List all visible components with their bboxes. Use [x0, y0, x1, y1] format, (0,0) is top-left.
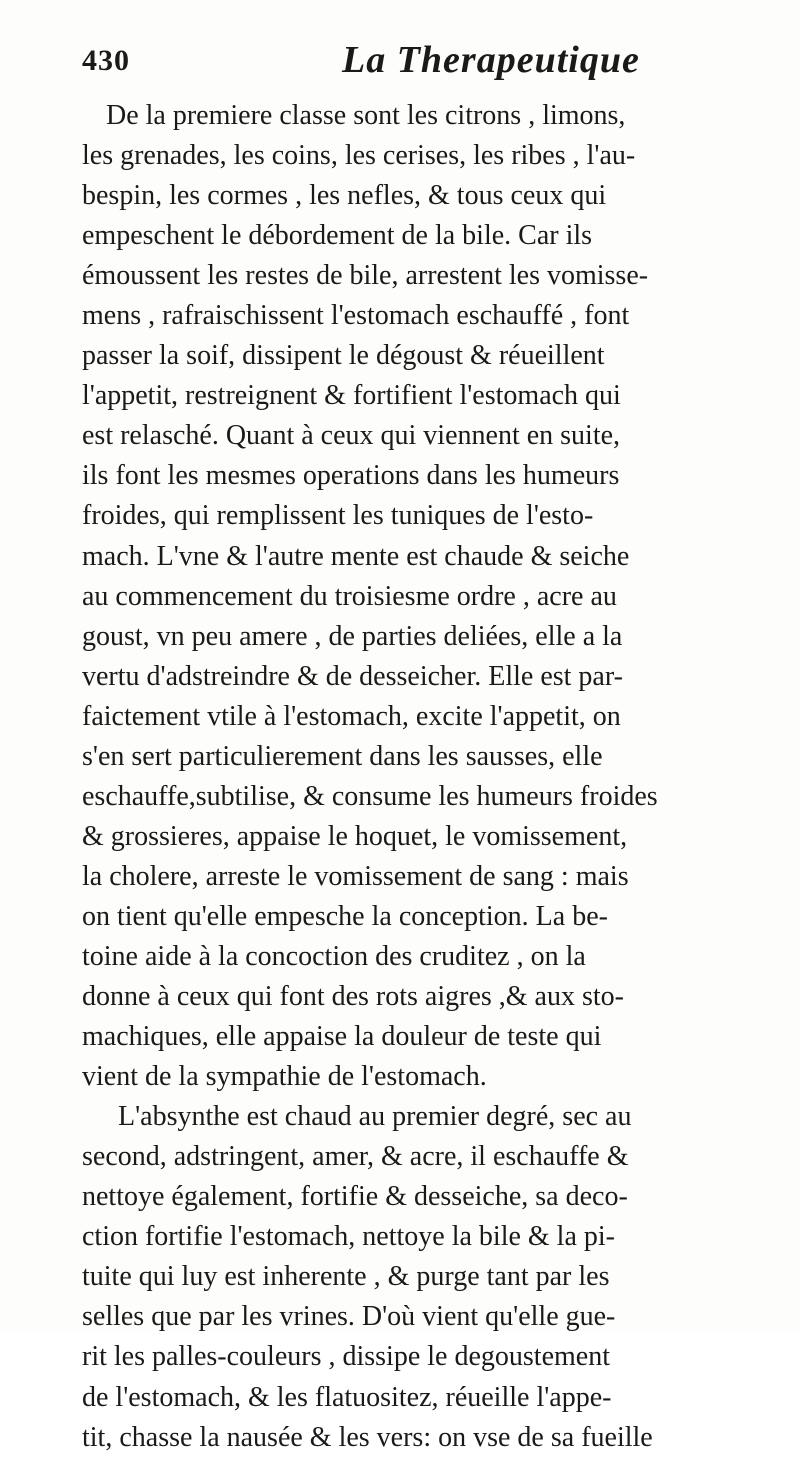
text-line: empeschent le débordement de la bile. Car ils: [82, 220, 593, 252]
text-line: s'en sert particulierement dans les sausses, elle: [82, 740, 603, 772]
text-line: l'appetit, restreignent & fortifient l'estomach qui: [82, 380, 621, 412]
text-line: froides, qui remplissent les tuniques de l'esto-: [82, 500, 594, 532]
text-line: machiques, elle appaise la douleur de teste qui: [82, 1021, 602, 1053]
text-line: tuite qui luy est inherente , & purge tant par les: [82, 1261, 610, 1293]
text-line: passer la soif, dissipent le dégoust & réueillent: [82, 340, 605, 372]
text-line: goust, vn peu amere , de parties deliées, elle a la: [82, 620, 623, 652]
text-line: tit, chasse la nausée & les vers: on vse de sa fueille: [82, 1421, 653, 1453]
text-line: vient de la sympathie de l'estomach.: [82, 1061, 487, 1093]
text-line: ils font les mesmes operations dans les humeurs: [82, 460, 620, 492]
body-text: [82, 96, 772, 1458]
text-line: mach. L'vne & l'autre mente est chaude & seiche: [82, 540, 630, 572]
text-line: est relasché. Quant à ceux qui viennent en suite,: [82, 420, 621, 452]
page-header: [82, 38, 772, 98]
text-line: selles que par les vrines. D'où vient qu'elle gue-: [82, 1301, 616, 1333]
text-line: L'absynthe est chaud au premier degré, sec au: [118, 1101, 632, 1133]
text-line: donne à ceux qui font des rots aigres ,& aux sto-: [82, 981, 624, 1013]
text-line: De la premiere classe sont les citrons , limons,: [106, 100, 626, 131]
text-line: la cholere, arreste le vomissement de sang : mais: [82, 860, 629, 892]
text-line: mens , rafraischissent l'estomach eschauffé , font: [82, 300, 630, 332]
text-line: on tient qu'elle empesche la conception. La be-: [82, 900, 608, 932]
text-line: vertu d'adstreindre & de desseicher. Elle est par-: [82, 660, 623, 692]
text-line: rit les palles-couleurs , dissipe le degoustement: [82, 1341, 610, 1373]
text-line: toine aide à la concoction des cruditez , on la: [82, 940, 586, 972]
page-number: 430: [82, 44, 130, 77]
text-line: de l'estomach, & les flatuositez, réueille l'appe-: [82, 1381, 612, 1413]
text-line: ction fortifie l'estomach, nettoye la bile & la pi-: [82, 1221, 615, 1253]
text-line: faictement vtile à l'estomach, excite l'appetit, on: [82, 700, 621, 732]
text-line: émoussent les restes de bile, arrestent les vomisse-: [82, 260, 649, 292]
text-line: nettoye également, fortifie & desseiche, sa deco-: [82, 1181, 628, 1213]
text-line: eschauffe,subtilise, & consume les humeurs froides: [82, 780, 658, 812]
text-line: & grossieres, appaise le hoquet, le vomissement,: [82, 820, 628, 852]
text-line: second, adstringent, amer, & acre, il eschauffe &: [82, 1141, 629, 1173]
text-line: les grenades, les coins, les cerises, les ribes , l'au-: [82, 140, 636, 172]
text-line: au commencement du troisiesme ordre , acre au: [82, 580, 617, 612]
text-line: bespin, les cormes , les nefles, & tous ceux qui: [82, 180, 607, 212]
running-title: La Therapeutique: [342, 39, 640, 81]
